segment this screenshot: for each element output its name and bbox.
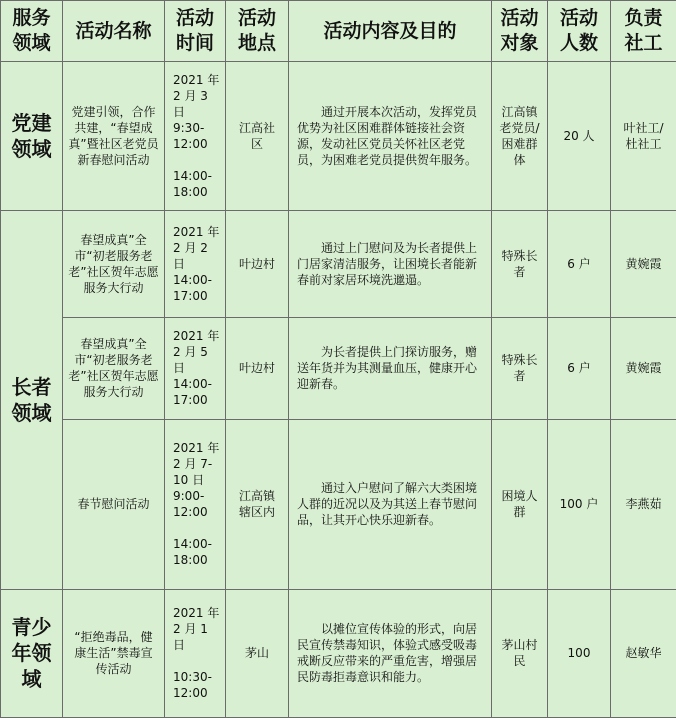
domain-elder: 长者 领域	[1, 211, 63, 590]
table-row	[1, 62, 676, 211]
activity-name: 春望成真”全市“初老服务老老”社区贺年志愿服务大行动	[63, 211, 165, 318]
activity-count: 100 户	[548, 419, 611, 589]
activity-content: 为长者提供上门探访服务，赠送年货并为其测量血压，健康开心迎新春。	[289, 318, 492, 419]
header-worker: 负责 社工	[611, 1, 676, 62]
header-row	[1, 1, 676, 62]
activity-content: 通过开展本次活动，发挥党员优势为社区困难群体链接社会资源，发动社区党员关怀社区老党员，为困难老党员提供贺年服务。	[289, 62, 492, 211]
activity-count: 20 人	[548, 62, 611, 211]
activity-worker: 赵敏华	[611, 589, 676, 717]
activity-target: 困境人群	[492, 419, 548, 589]
activity-target: 江高镇老党员/困难群体	[492, 62, 548, 211]
activity-place: 茅山	[226, 589, 289, 717]
activity-worker: 黄婉霞	[611, 211, 676, 318]
table-row	[1, 419, 676, 589]
activity-count: 6 户	[548, 211, 611, 318]
activity-target: 茅山村民	[492, 589, 548, 717]
activity-worker: 黄婉霞	[611, 318, 676, 419]
activity-place: 江高镇辖区内	[226, 419, 289, 589]
header-count: 活动 人数	[548, 1, 611, 62]
header-time: 活动 时间	[165, 1, 226, 62]
table-row	[1, 318, 676, 419]
header-target: 活动 对象	[492, 1, 548, 62]
activity-place: 江高社区	[226, 62, 289, 211]
activity-time: 2021 年 2 月 5 日 14:00- 17:00	[165, 318, 226, 419]
table-row	[1, 589, 676, 717]
activity-worker: 李燕茹	[611, 419, 676, 589]
activity-time: 2021 年 2 月 7- 10 日 9:00- 12:00 14:00- 18:00	[165, 419, 226, 589]
activity-count: 100	[548, 589, 611, 717]
activity-name: 春望成真”全市“初老服务老老”社区贺年志愿服务大行动	[63, 318, 165, 419]
activity-worker: 叶社工/杜社工	[611, 62, 676, 211]
activity-target: 特殊长者	[492, 211, 548, 318]
header-place: 活动 地点	[226, 1, 289, 62]
activity-content: 通过上门慰问及为长者提供上门居家清洁服务，让困境长者能新春前对家居环境洗邋遢。	[289, 211, 492, 318]
header-domain: 服务 领域	[1, 1, 63, 62]
activity-content: 以摊位宣传体验的形式，向居民宣传禁毒知识，体验式感受吸毒戒断反应带来的严重危害，增强居民防毒拒毒意识和能力。	[289, 589, 492, 717]
domain-youth: 青少 年领 域	[1, 589, 63, 717]
activity-time: 2021 年 2 月 1 日 10:30- 12:00	[165, 589, 226, 717]
activity-count: 6 户	[548, 318, 611, 419]
activity-target: 特殊长者	[492, 318, 548, 419]
activity-name: 党建引领，合作共建，“春望成真”暨社区老党员新春慰问活动	[63, 62, 165, 211]
activity-place: 叶边村	[226, 211, 289, 318]
header-content: 活动内容及目的	[289, 1, 492, 62]
header-name: 活动名称	[63, 1, 165, 62]
activity-place: 叶边村	[226, 318, 289, 419]
activity-name: 春节慰问活动	[63, 419, 165, 589]
activity-name: “拒绝毒品，健康生活”禁毒宣传活动	[63, 589, 165, 717]
activity-time: 2021 年 2 月 2 日 14:00- 17:00	[165, 211, 226, 318]
table-row	[1, 211, 676, 318]
activity-content: 通过入户慰问了解六大类困境人群的近况以及为其送上春节慰问品，让其开心快乐迎新春。	[289, 419, 492, 589]
domain-party: 党建 领域	[1, 62, 63, 211]
activity-time: 2021 年 2 月 3 日 9:30- 12:00 14:00- 18:00	[165, 62, 226, 211]
